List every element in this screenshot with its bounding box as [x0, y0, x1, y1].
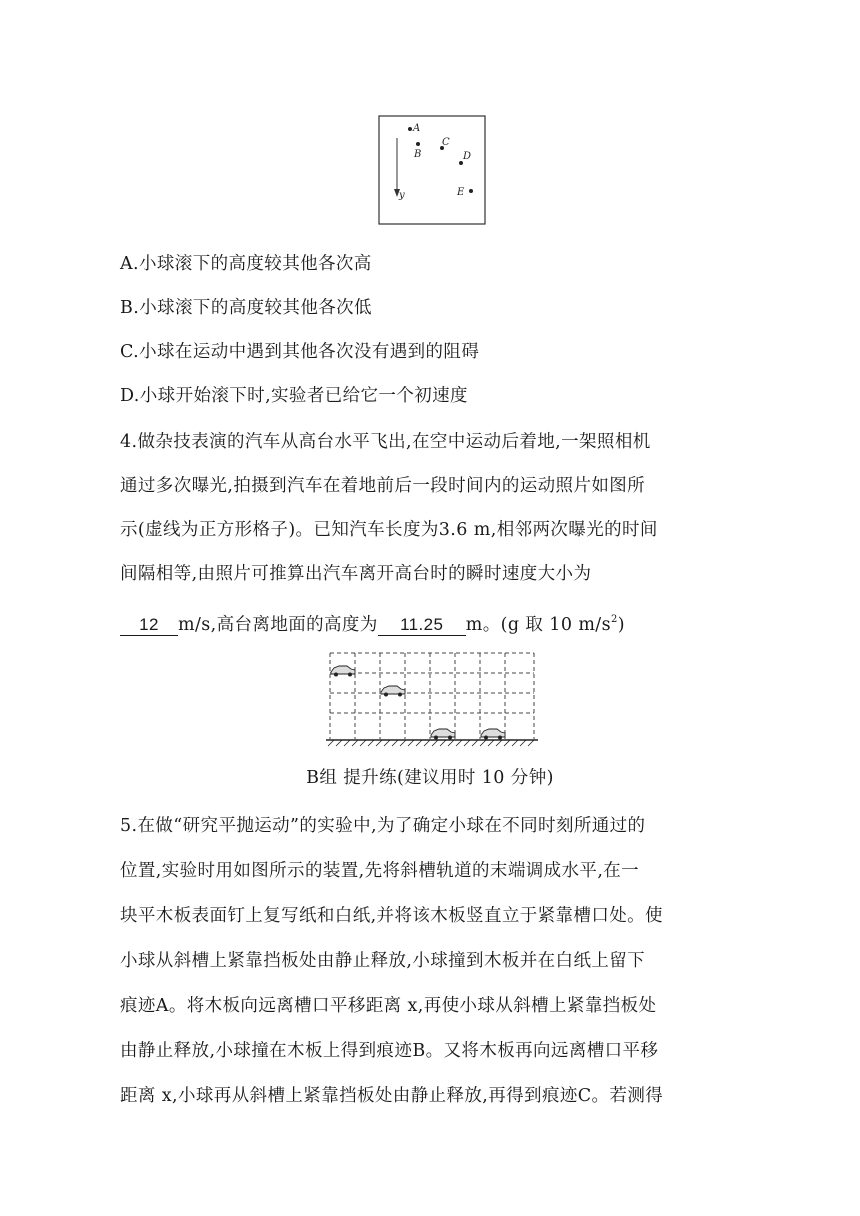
point-a — [408, 127, 412, 131]
label-d: D — [463, 151, 472, 162]
q5-line-3: 块平木板表面钉上复写纸和白纸,并将该木板竖直立于紧靠槽口处。使 — [120, 906, 663, 926]
label-a: A — [413, 123, 421, 134]
label-b: B — [414, 149, 422, 160]
car-2 — [381, 686, 405, 697]
q4-unit-2: m。(g 取 10 m/s — [465, 615, 611, 635]
label-y: y — [399, 190, 405, 201]
q4-line-4: 间隔相等,由照片可推算出汽车离开高台时的瞬时速度大小为 — [120, 564, 592, 584]
option-a: A.小球滚下的高度较其他各次高 — [120, 254, 372, 274]
q4-line-5 — [120, 608, 625, 637]
points-figure — [378, 115, 488, 227]
option-d: D.小球开始滚下时,实验者已给它一个初速度 — [120, 386, 468, 406]
q4-unit-1: m/s,高台离地面的高度为 — [178, 615, 378, 635]
car-jump-figure — [326, 649, 538, 747]
q5-line-5: 痕迹A。将木板向远离槽口平移距离 x,再使小球从斜槽上紧靠挡板处 — [120, 996, 657, 1016]
point-b — [416, 142, 420, 146]
car-4 — [481, 729, 505, 740]
q5-line-2: 位置,实验时用如图所示的装置,先将斜槽轨道的末端调成水平,在一 — [120, 861, 640, 881]
q5-line-1: 5.在做“研究平抛运动”的实验中,为了确定小球在不同时刻所通过的 — [120, 816, 646, 836]
q4-line-2: 通过多次曝光,拍摄到汽车在着地前后一段时间内的运动照片如图所 — [120, 476, 646, 496]
car-1 — [331, 666, 355, 677]
label-e: E — [457, 187, 465, 198]
car-3 — [431, 729, 455, 740]
label-c: C — [442, 137, 450, 148]
q5-line-6: 由静止释放,小球撞在木板上得到痕迹B。又将木板再向远离槽口平移 — [120, 1041, 659, 1061]
section-title: B组 提升练(建议用时 10 分钟) — [306, 768, 554, 788]
q4-line-1: 4.做杂技表演的汽车从高台水平飞出,在空中运动后着地,一架照相机 — [120, 432, 651, 452]
q4-close: ) — [617, 615, 625, 635]
option-b: B.小球滚下的高度较其他各次低 — [120, 298, 372, 318]
answer-blank-speed: 12 — [120, 615, 178, 636]
q5-line-4: 小球从斜槽上紧靠挡板处由静止释放,小球撞到木板并在白纸上留下 — [120, 951, 646, 971]
q4-superscript: 2 — [611, 614, 618, 625]
point-e — [469, 189, 473, 193]
option-c: C.小球在运动中遇到其他各次没有遇到的阻碍 — [120, 342, 480, 362]
q5-line-7: 距离 x,小球再从斜槽上紧靠挡板处由静止释放,再得到痕迹C。若测得 — [120, 1086, 664, 1106]
answer-blank-height: 11.25 — [378, 615, 466, 636]
q4-line-3: 示(虚线为正方形格子)。已知汽车长度为3.6 m,相邻两次曝光的时间 — [120, 520, 658, 540]
